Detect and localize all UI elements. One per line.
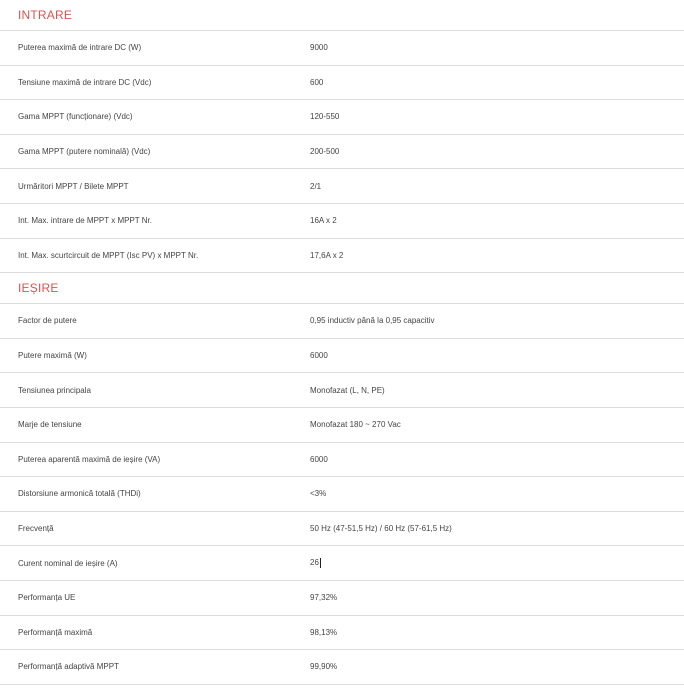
table-row — [0, 338, 684, 373]
spec-label: Puterea maximă de intrare DC (W) — [18, 43, 142, 53]
spec-table-iesire — [0, 303, 684, 685]
spec-value: 98,13% — [310, 627, 338, 637]
section-title-iesire: IEȘIRE — [18, 281, 59, 296]
spec-table-intrare — [0, 30, 684, 273]
spec-label: Frecvență — [18, 524, 54, 534]
table-row — [0, 511, 684, 546]
table-row — [0, 203, 684, 238]
spec-value: 6000 — [310, 351, 328, 361]
spec-value[interactable]: 26 — [310, 558, 319, 568]
table-row — [0, 65, 684, 100]
spec-label: Tensiune maximă de intrare DC (Vdc) — [18, 77, 152, 87]
table-row — [0, 100, 684, 135]
spec-label: Gama MPPT (funcționare) (Vdc) — [18, 112, 133, 122]
spec-label: Urmăritori MPPT / Bilete MPPT — [18, 181, 129, 191]
spec-label: Marje de tensiune — [18, 420, 82, 430]
table-row — [0, 442, 684, 477]
spec-value: Monofazat (L, N, PE) — [310, 385, 385, 395]
spec-value: 50 Hz (47-51,5 Hz) / 60 Hz (57-61,5 Hz) — [310, 524, 452, 534]
table-row — [0, 238, 684, 273]
table-row — [0, 134, 684, 169]
spec-value: Monofazat 180 ~ 270 Vac — [310, 420, 401, 430]
table-row — [0, 373, 684, 408]
spec-label: Curent nominal de ieșire (A) — [18, 558, 118, 568]
spec-value: 16A x 2 — [310, 216, 337, 226]
table-row — [0, 304, 684, 339]
section-title-intrare: INTRARE — [18, 8, 73, 22]
spec-value: 2/1 — [310, 181, 322, 191]
spec-label: Int. Max. scurtcircuit de MPPT (Isc PV) x MPPT Nr. — [18, 250, 199, 260]
spec-value: 0,95 inductiv până la 0,95 capacitiv — [310, 316, 435, 326]
spec-value: 6000 — [310, 454, 328, 464]
spec-value: 99,90% — [310, 662, 338, 672]
spec-value: 200-500 — [310, 147, 340, 157]
spec-label: Tensiunea principala — [18, 385, 91, 395]
spec-label: Factor de putere — [18, 316, 77, 326]
spec-label: Puterea aparentă maximă de ieșire (VA) — [18, 454, 161, 464]
spec-label: Performanța UE — [18, 593, 76, 603]
table-row — [0, 546, 684, 581]
table-row — [0, 477, 684, 512]
table-row — [0, 169, 684, 204]
spec-value: 9000 — [310, 43, 328, 53]
table-row — [0, 31, 684, 66]
text-cursor — [320, 558, 321, 568]
spec-label: Putere maximă (W) — [18, 351, 87, 361]
table-row — [0, 580, 684, 615]
spec-value: 600 — [310, 77, 324, 87]
table-row — [0, 407, 684, 442]
spec-label: Gama MPPT (putere nominală) (Vdc) — [18, 147, 151, 157]
spec-label: Distorsiune armonică totală (THDi) — [18, 489, 141, 499]
table-row — [0, 615, 684, 650]
spec-label: Performanță maximă — [18, 627, 93, 637]
spec-value: 17,6A x 2 — [310, 250, 344, 260]
spec-value: 120-550 — [310, 112, 340, 122]
spec-value: 97,32% — [310, 593, 338, 603]
spec-value: <3% — [310, 489, 327, 499]
spec-value-cell[interactable] — [310, 546, 684, 581]
spec-label: Performanță adaptivă MPPT — [18, 662, 119, 672]
spec-label: Int. Max. intrare de MPPT x MPPT Nr. — [18, 216, 152, 226]
table-row — [0, 650, 684, 685]
